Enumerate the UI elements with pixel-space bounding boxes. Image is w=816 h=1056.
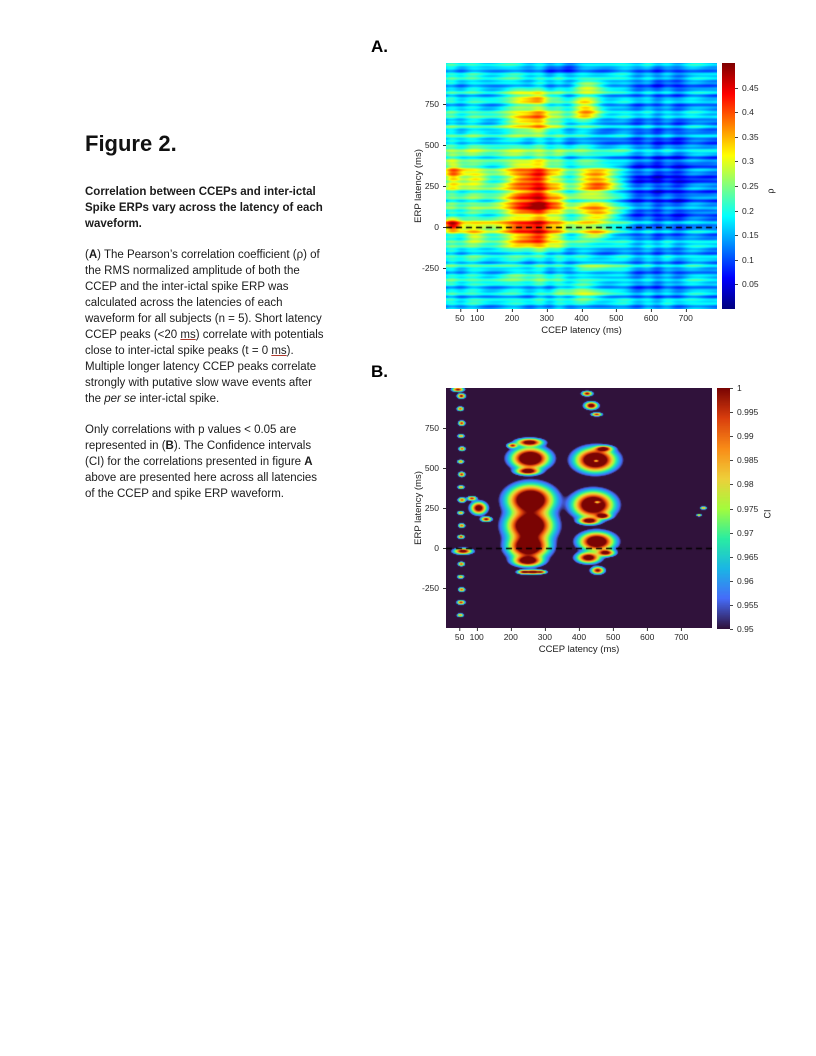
caption-text-run: B (165, 440, 174, 452)
colorbar-tick-label: 0.35 (742, 131, 759, 142)
colorbar-tick-label: 0.25 (742, 181, 759, 191)
x-tick-label: 600 (643, 313, 659, 323)
colorbar-b (717, 383, 773, 634)
colorbar-tick-label: 0.2 (742, 205, 754, 216)
x-tick-label: 400 (571, 632, 587, 642)
caption-text-run: per se (104, 393, 137, 405)
y-axis-label-b: ERP latency (ms) (413, 471, 424, 545)
x-tick-label: 400 (574, 313, 589, 323)
colorbar-ticks-a (735, 63, 779, 309)
caption-text-run: above are presented here across all latencies of the CCEP and spike ERP waveform. (85, 472, 318, 500)
x-tick-label: 200 (503, 632, 518, 642)
colorbar-canvas-b (717, 388, 730, 629)
caption-text-run: ( (85, 249, 89, 261)
x-tick-label: 600 (640, 632, 655, 642)
x-axis-label-b: CCEP latency (ms) (538, 644, 620, 655)
colorbar-tick-label: 0.975 (737, 503, 759, 514)
y-tick-label: 250 (424, 181, 439, 191)
y-tick-label: 0 (434, 222, 439, 232)
colorbar-tick-label: 0.4 (742, 107, 754, 118)
colorbar-tick-label: 0.1 (742, 254, 754, 265)
colorbar-tick-label: 0.05 (742, 279, 759, 290)
colorbar-tick-label: 0.15 (742, 230, 759, 241)
caption-paragraph-1 (85, 247, 325, 407)
x-axis-ticks-a (446, 309, 717, 325)
y-axis-ticks-b (404, 388, 446, 628)
heatmap-panel-a (413, 63, 717, 336)
colorbar-tick-label: 0.955 (737, 599, 759, 610)
colorbar-canvas-a (722, 63, 735, 309)
heatmap-panel-b (413, 388, 712, 655)
colorbar-tick-label: 0.99 (737, 431, 754, 442)
colorbar-tick-label: 0.96 (737, 575, 754, 586)
x-tick-label: 100 (469, 632, 484, 642)
caption-text-run: A (304, 456, 313, 468)
y-tick-label: -250 (421, 583, 439, 593)
heatmap-canvas-b (446, 388, 712, 628)
caption-text-run: ) The Pearson’s correlation coefficient (ρ) of the RMS normalized amplitude of both the CCEP and the inter-ictal spike ERP was calculated across the latencies of each waveform for all subjects (n = 5). Short latency CCEP peaks (<20 (85, 249, 322, 341)
y-axis-ticks-a (404, 63, 446, 309)
x-tick-label: 50 (454, 632, 465, 642)
y-tick-label: 500 (424, 462, 439, 473)
colorbar-label-ci: CI (762, 509, 773, 518)
figure-title: Figure 2. (85, 131, 177, 156)
colorbar-tick-label: 0.985 (737, 455, 759, 466)
colorbar-a (722, 63, 776, 309)
caption-text-run: Only correlations with p values < 0.05 are represented in ( (85, 424, 297, 452)
caption-text-run: ). The Confidence intervals (CI) for the correlations presented in figure (85, 440, 312, 468)
y-tick-label: 750 (424, 99, 439, 109)
caption-text-run: ms (271, 345, 287, 357)
colorbar-tick-label: 0.3 (742, 156, 754, 167)
caption-text-run: ). Multiple longer latency CCEP peaks correlate strongly with putative slow wave events after the (85, 345, 317, 405)
y-tick-label: 750 (424, 422, 439, 433)
y-tick-label: 0 (434, 542, 439, 553)
colorbar-tick-label: 0.995 (737, 407, 759, 418)
x-tick-label: 500 (609, 313, 624, 323)
colorbar-label-rho: ρ (765, 188, 776, 194)
x-tick-label: 300 (539, 313, 554, 323)
figure-caption (85, 131, 325, 517)
caption-paragraph-2 (85, 422, 325, 502)
panel-label-a: A. (371, 37, 388, 56)
x-tick-label: 100 (470, 313, 485, 323)
x-tick-label: 700 (678, 313, 693, 323)
heatmap-canvas-a (446, 63, 717, 309)
caption-text-run: A (88, 249, 98, 261)
figure-subtitle: Correlation between CCEPs and inter-ictal Spike ERPs vary across the latency of each waveform. (85, 186, 323, 230)
x-tick-label: 700 (674, 632, 689, 642)
x-tick-label: 500 (606, 632, 621, 642)
colorbar-tick-label: 0.45 (742, 82, 759, 93)
x-axis-label-a: CCEP latency (ms) (541, 325, 622, 336)
x-tick-label: 50 (455, 313, 465, 323)
caption-text-run: ms (180, 329, 196, 341)
y-axis-label-a: ERP latency (ms) (413, 149, 424, 223)
colorbar-tick-label: 0.97 (737, 527, 754, 538)
colorbar-tick-label: 0.95 (737, 624, 754, 634)
x-tick-label: 200 (504, 313, 520, 323)
caption-text-run: inter-ictal spike. (136, 393, 220, 405)
x-tick-label: 300 (537, 632, 552, 642)
colorbar-tick-label: 0.965 (737, 551, 759, 562)
y-tick-label: -250 (421, 263, 439, 273)
caption-text-run: ) correlate with potentials close to inter-ictal spike peaks (t = 0 (85, 329, 324, 357)
y-tick-label: 500 (424, 140, 439, 150)
y-tick-label: 250 (424, 503, 439, 513)
panel-label-b: B. (371, 362, 388, 381)
x-axis-ticks-b (446, 628, 712, 644)
colorbar-tick-label: 1 (737, 383, 742, 393)
colorbar-ticks-b (730, 383, 774, 634)
colorbar-tick-label: 0.98 (737, 479, 754, 490)
